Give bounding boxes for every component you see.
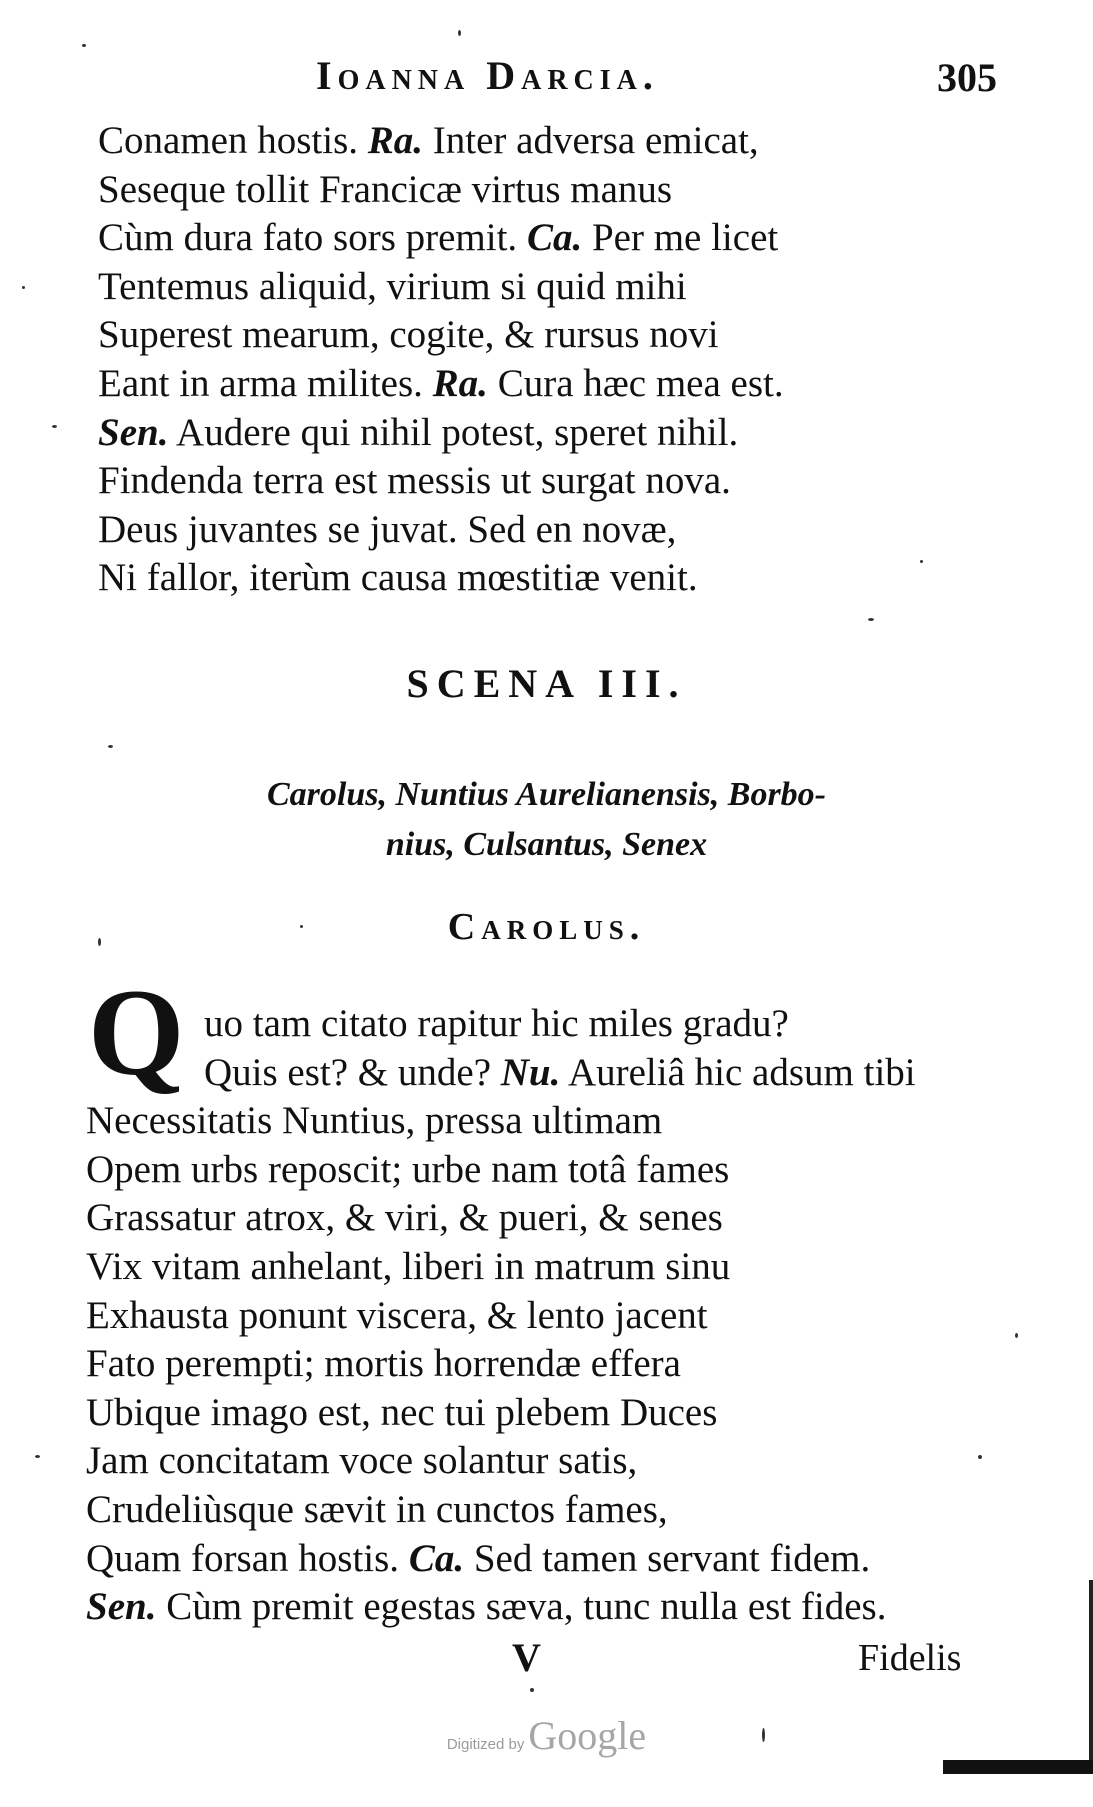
verse-line <box>98 554 1058 603</box>
verse-block-speech <box>86 1000 1046 1632</box>
running-head <box>0 52 1093 102</box>
verse-text: Necessitatis Nuntius, pressa ultimam <box>86 1099 663 1143</box>
verse-line <box>86 1000 1046 1049</box>
speaker-abbrev: Ca. <box>526 216 583 260</box>
ink-speck <box>978 1455 982 1459</box>
verse-text: Cura hæc mea est. <box>487 361 784 405</box>
verse-text: Grassatur atrox, & viri, & pueri, & senes <box>86 1196 723 1240</box>
verse-text: Jam concitatam voce solantur satis, <box>86 1439 638 1483</box>
verse-text: Fato perempti; mortis horrendæ effera <box>86 1342 681 1386</box>
verse-line <box>98 409 1058 458</box>
dramatis-line: nius, Culsantus, Senex <box>385 826 708 863</box>
verse-line <box>86 1097 1046 1146</box>
watermark-prefix: Digitized by <box>446 1736 525 1753</box>
verse-line <box>86 1486 1046 1535</box>
verse-line <box>86 1340 1046 1389</box>
ink-speck <box>458 30 461 36</box>
ink-speck <box>530 1688 534 1692</box>
verse-text: Per me licet <box>582 216 779 260</box>
speaker-abbrev: Sen. <box>86 1585 157 1629</box>
verse-line <box>98 117 1058 166</box>
watermark-brand: Google <box>528 1713 647 1758</box>
verse-text: Aureliâ hic adsum tibi <box>560 1050 916 1094</box>
verse-text: Cùm dura fato sors premit. <box>98 216 527 260</box>
digitization-watermark <box>0 1712 1093 1759</box>
verse-line <box>86 1292 1046 1341</box>
verse-line <box>98 311 1058 360</box>
drop-cap: Q <box>88 964 185 1101</box>
verse-text: Audere qui nihil potest, speret nihil. <box>168 410 739 454</box>
speaker-abbrev: Ra. <box>432 361 488 405</box>
verse-text: Superest mearum, cogite, & rursus novi <box>98 313 719 357</box>
verse-text: Conamen hostis. <box>98 119 368 162</box>
ink-speck <box>52 425 57 428</box>
verse-text: Vix vitam anhelant, liberi in matrum sinu <box>86 1244 731 1288</box>
verse-text: Ubique imago est, nec tui plebem Duces <box>86 1390 718 1434</box>
verse-text: Tentemus aliquid, virium si quid mihi <box>98 264 687 308</box>
verse-line <box>98 360 1058 409</box>
dramatis-line: Carolus, Nuntius Aurelianensis, Borbo- <box>267 776 826 813</box>
verse-line <box>86 1243 1046 1292</box>
verse-text: Quam forsan hostis. <box>86 1536 409 1580</box>
verse-line <box>86 1535 1046 1584</box>
verse-line <box>86 1049 1046 1098</box>
verse-text: Cùm premit egestas sæva, tunc nulla est fides. <box>156 1585 887 1629</box>
speaker-abbrev: Nu. <box>500 1050 561 1094</box>
verse-text: Inter adversa emicat, <box>423 119 759 162</box>
speaker-abbrev: Ra. <box>367 119 424 162</box>
verse-text: uo tam citato rapitur hic miles gradu? <box>204 1002 789 1045</box>
verse-line <box>86 1389 1046 1438</box>
dramatis-personae <box>0 770 1093 870</box>
page-edge-shadow <box>1089 1580 1093 1760</box>
scene-title: SCENA III. <box>406 661 687 706</box>
ink-speck <box>1015 1333 1018 1338</box>
verse-line <box>98 263 1058 312</box>
speaker-abbrev: Sen. <box>98 410 169 454</box>
ink-speck <box>762 1728 765 1742</box>
ink-speck <box>98 938 101 946</box>
verse-line <box>98 214 1058 263</box>
verse-text: Opem urbs reposcit; urbe nam totâ fames <box>86 1147 730 1191</box>
verse-text: Findenda terra est messis ut surgat nova. <box>98 459 731 503</box>
speaker-abbrev: Ca. <box>408 1536 465 1580</box>
catchword-row <box>0 1634 1093 1684</box>
verse-line <box>98 166 1058 215</box>
page-number: 305 <box>937 55 997 100</box>
ink-speck <box>22 286 25 289</box>
verse-line <box>86 1194 1046 1243</box>
ink-speck <box>868 618 874 621</box>
verse-line <box>98 457 1058 506</box>
running-title: Ioanna Darcia. <box>316 53 659 98</box>
verse-line <box>86 1583 1046 1632</box>
verse-block-top <box>98 117 1058 603</box>
verse-line <box>86 1146 1046 1195</box>
signature-mark: V <box>512 1635 541 1680</box>
verse-line <box>86 1437 1046 1486</box>
verse-text: Ni fallor, iterùm causa mœstitiæ venit. <box>98 556 698 600</box>
verse-text: Deus juvantes se juvat. Sed en novæ, <box>98 507 677 551</box>
verse-text: Seseque tollit Francicæ virtus manus <box>98 167 673 211</box>
speaker-heading: Carolus. <box>447 906 646 948</box>
verse-line <box>98 506 1058 555</box>
ink-speck <box>300 925 303 928</box>
page-edge-bar <box>943 1760 1093 1774</box>
ink-speck <box>35 1455 40 1458</box>
verse-text: Quis est? & unde? <box>204 1050 501 1094</box>
ink-speck <box>82 44 86 47</box>
catchword: Fidelis <box>858 1637 962 1679</box>
verse-text: Sed tamen servant fidem. <box>464 1536 871 1580</box>
verse-text: Crudeliùsque sævit in cunctos fames, <box>86 1487 668 1531</box>
verse-text: Eant in arma milites. <box>98 361 433 405</box>
verse-text: Exhausta ponunt viscera, & lento jacent <box>86 1293 708 1337</box>
ink-speck <box>920 560 923 563</box>
ink-speck <box>108 745 113 748</box>
